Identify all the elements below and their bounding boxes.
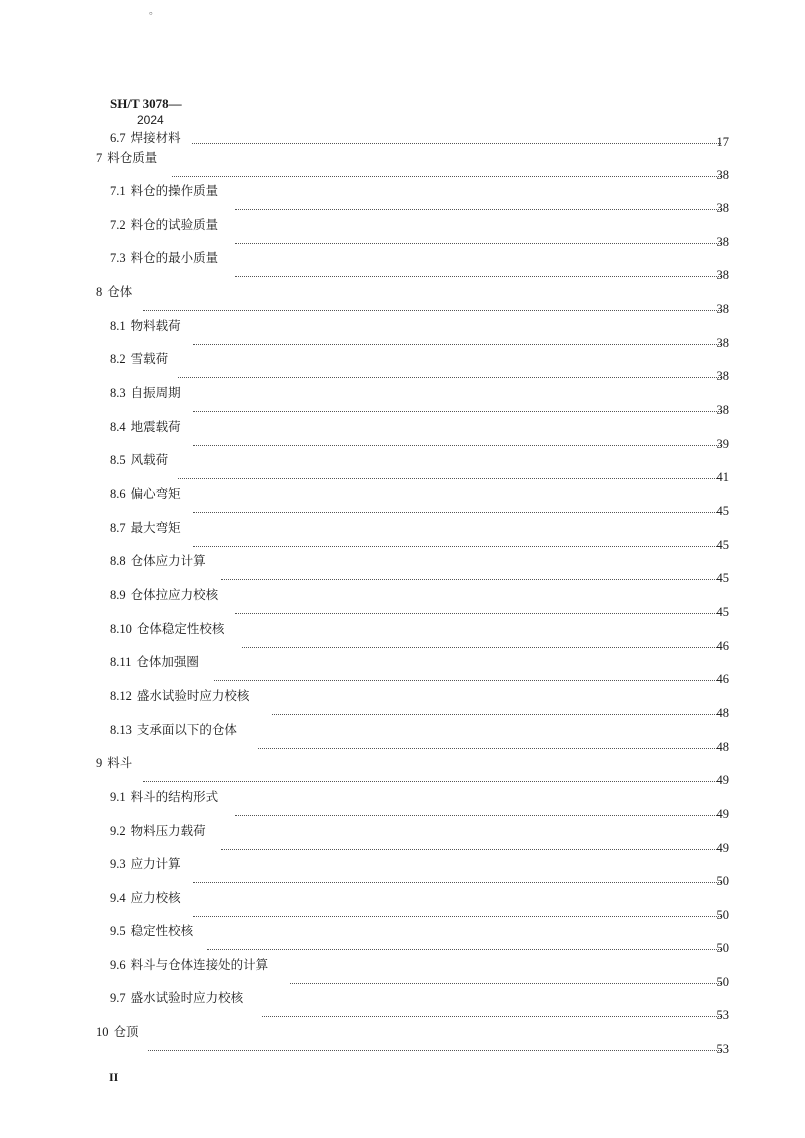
toc-section-title: 应力校核 [130, 890, 181, 905]
toc-section-title: 料斗与仓体连接处的计算 [130, 957, 269, 972]
toc-section-title: 最大弯矩 [130, 520, 181, 535]
toc-section-title: 料仓的试验质量 [130, 217, 219, 232]
toc-section-title: 盛水试验时应力校核 [136, 688, 250, 703]
toc-entry-title [110, 856, 181, 872]
toc-dot-leader [193, 540, 721, 547]
toc-dot-leader [235, 270, 721, 277]
toc-entry-title [110, 130, 181, 146]
toc-page-number: 53 [716, 1008, 729, 1022]
toc-section-number: 9 [96, 756, 103, 770]
toc-section-number: 8.10 [110, 622, 132, 636]
toc-section-title: 物料压力载荷 [130, 823, 206, 838]
toc-section-number: 8.7 [110, 521, 126, 535]
toc-section-number: 8.8 [110, 554, 126, 568]
toc-section-title: 稳定性校核 [130, 923, 194, 938]
toc-entry-title [110, 318, 181, 334]
toc-dot-leader [242, 641, 721, 648]
page-number: II [109, 1070, 119, 1084]
toc-entry-title [110, 419, 181, 435]
toc-section-number: 8.11 [110, 655, 132, 669]
toc-section-title: 风载荷 [130, 452, 169, 467]
toc-dot-leader [262, 1010, 721, 1017]
toc-section-title: 仓体拉应力校核 [130, 587, 219, 602]
toc-page-number: 45 [716, 538, 729, 552]
toc-page-number: 38 [716, 403, 729, 417]
toc-page-number: 53 [716, 1042, 729, 1056]
toc-dot-leader [193, 439, 721, 446]
toc-page-number: 38 [716, 235, 729, 249]
toc-section-number: 9.2 [110, 824, 126, 838]
toc-section-title: 料仓的最小质量 [130, 250, 219, 265]
toc-section-title: 料仓质量 [107, 150, 158, 165]
toc-entry-title [110, 654, 199, 670]
toc-dot-leader [235, 607, 721, 614]
toc-section-title: 支承面以下的仓体 [136, 722, 237, 737]
toc-dot-leader [235, 203, 721, 210]
toc-section-title: 仓体稳定性校核 [136, 621, 225, 636]
toc-section-number: 8.1 [110, 319, 126, 333]
toc-section-title: 自振周期 [130, 385, 181, 400]
toc-entry-title [110, 990, 243, 1006]
toc-section-number: 7.1 [110, 184, 126, 198]
toc-section-title: 偏心弯矩 [130, 486, 181, 501]
toc-section-number: 8.3 [110, 386, 126, 400]
toc-section-title: 料仓的操作质量 [130, 183, 219, 198]
toc-dot-leader [207, 943, 721, 950]
toc-dot-leader [143, 304, 721, 311]
toc-dot-leader [193, 876, 721, 883]
toc-page-number: 38 [716, 369, 729, 383]
toc-section-number: 6.7 [110, 131, 126, 145]
toc-entry-title [110, 217, 218, 233]
toc-page-number: 45 [716, 605, 729, 619]
toc-page-number: 38 [716, 268, 729, 282]
toc-dot-leader [235, 809, 721, 816]
toc-section-number: 8.5 [110, 453, 126, 467]
toc-section-title: 雪载荷 [130, 351, 169, 366]
toc-dot-leader [221, 573, 721, 580]
toc-entry-title [110, 722, 237, 738]
toc-entry-title [110, 823, 206, 839]
toc-section-number: 8.13 [110, 723, 132, 737]
toc-section-number: 8.2 [110, 352, 126, 366]
toc-dot-leader [214, 674, 721, 681]
toc-dot-leader [193, 405, 721, 412]
toc-page-number: 45 [716, 504, 729, 518]
toc-page-number: 38 [716, 336, 729, 350]
toc-section-number: 8.9 [110, 588, 126, 602]
toc-section-number: 7 [96, 151, 103, 165]
toc-section-title: 焊接材料 [130, 130, 181, 145]
toc-entry-title [110, 351, 168, 367]
toc-page-number: 38 [716, 302, 729, 316]
toc-page-number: 50 [716, 908, 729, 922]
toc-page-number: 41 [716, 470, 729, 484]
toc-entry-title [110, 587, 218, 603]
toc-page-number: 17 [716, 135, 729, 149]
toc-page-number: 48 [716, 706, 729, 720]
toc-section-number: 7.2 [110, 218, 126, 232]
toc-page-number: 49 [716, 773, 729, 787]
toc-section-number: 8.6 [110, 487, 126, 501]
toc-dot-leader [193, 506, 721, 513]
toc-dot-leader [178, 472, 721, 479]
toc-page-number: 50 [716, 941, 729, 955]
toc-dot-leader [221, 843, 721, 850]
toc-section-title: 应力计算 [130, 856, 181, 871]
toc-section-number: 8 [96, 285, 103, 299]
toc-entry-title [110, 183, 218, 199]
toc-page-number: 46 [716, 672, 729, 686]
toc-dot-leader [258, 742, 721, 749]
toc-entry-title [110, 486, 181, 502]
toc-entry-title [110, 621, 224, 637]
toc-section-title: 盛水试验时应力校核 [130, 990, 244, 1005]
toc-section-number: 9.1 [110, 790, 126, 804]
toc-section-number: 10 [96, 1025, 109, 1039]
toc-section-number: 8.4 [110, 420, 126, 434]
toc-dot-leader [148, 1044, 721, 1051]
toc-page-number: 49 [716, 807, 729, 821]
toc-section-title: 地震载荷 [130, 419, 181, 434]
toc-dot-leader [290, 977, 721, 984]
toc-entry-title [110, 688, 249, 704]
top-mark: 。 [149, 6, 159, 17]
toc-entry-title [110, 957, 268, 973]
toc-section-title: 仓体 [107, 284, 133, 299]
toc-dot-leader [193, 338, 721, 345]
toc-section-title: 仓顶 [113, 1024, 139, 1039]
toc-section-number: 9.3 [110, 857, 126, 871]
toc-page-number: 50 [716, 874, 729, 888]
toc-page-number: 39 [716, 437, 729, 451]
toc-dot-leader [192, 137, 721, 144]
toc-entry-title [110, 890, 181, 906]
toc-section-title: 仓体应力计算 [130, 553, 206, 568]
toc-page-number: 45 [716, 571, 729, 585]
toc-entry-title [110, 553, 206, 569]
toc-section-number: 9.6 [110, 958, 126, 972]
toc-entry-title [110, 385, 181, 401]
toc-dot-leader [193, 910, 721, 917]
toc-dot-leader [172, 170, 721, 177]
toc-page-number: 48 [716, 740, 729, 754]
toc-dot-leader [178, 371, 721, 378]
toc-section-number: 9.7 [110, 991, 126, 1005]
toc-section-number: 9.5 [110, 924, 126, 938]
toc-entry-title [96, 284, 132, 300]
toc-section-title: 仓体加强圈 [136, 654, 199, 669]
standard-code-header [110, 96, 182, 128]
toc-entry-title [110, 452, 168, 468]
toc-entry-title [96, 1024, 139, 1040]
toc-entry-title [110, 789, 218, 805]
toc-dot-leader [235, 237, 721, 244]
toc-dot-leader [272, 708, 721, 715]
toc-section-title: 料斗的结构形式 [130, 789, 219, 804]
toc-section-number: 7.3 [110, 251, 126, 265]
toc-dot-leader [143, 775, 721, 782]
toc-section-title: 料斗 [107, 755, 133, 770]
standard-code: SH/T 3078— [110, 96, 182, 111]
toc-section-title: 物料载荷 [130, 318, 181, 333]
toc-entry-title [96, 755, 132, 771]
standard-year: 2024 [137, 113, 164, 127]
toc-page-number: 49 [716, 841, 729, 855]
toc-page-number: 46 [716, 639, 729, 653]
toc-entry-title [96, 150, 157, 166]
toc-section-number: 9.4 [110, 891, 126, 905]
toc-entry-title [110, 250, 218, 266]
toc-entry-title [110, 923, 193, 939]
toc-page-number: 38 [716, 168, 729, 182]
toc-section-number: 8.12 [110, 689, 132, 703]
toc-entry-title [110, 520, 181, 536]
toc-page-number: 38 [716, 201, 729, 215]
toc-page-number: 50 [716, 975, 729, 989]
